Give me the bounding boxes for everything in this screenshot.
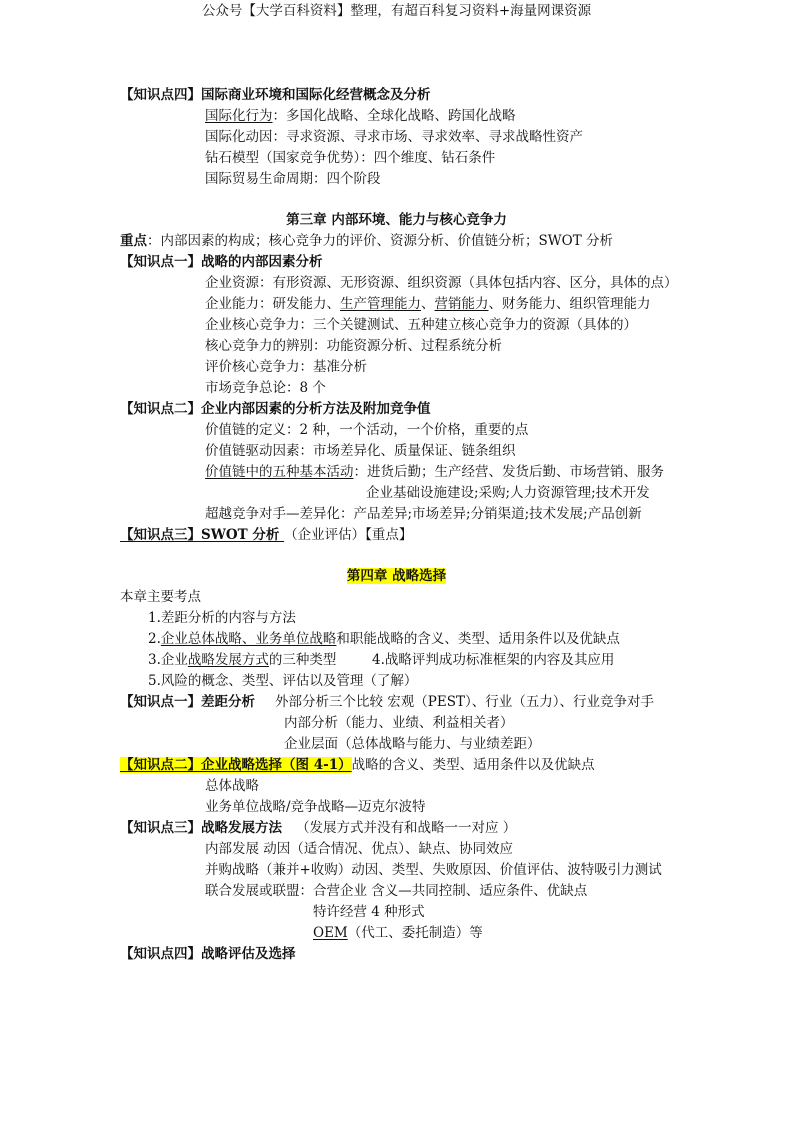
ch3-kp3-title: 【知识点三】SWOT 分析: [120, 527, 285, 543]
ch4-kp4-title: 【知识点四】战略评估及选择: [120, 946, 296, 962]
ch4-kp2-tail: 战略的含义、类型、适用条件以及优缺点: [351, 757, 595, 773]
chapter4-title: 第四章 战略选择: [346, 568, 447, 584]
ch4-point2: [148, 630, 620, 648]
five-activities-term: 价值链中的五种基本活动: [205, 464, 354, 480]
five-activities-text: ：进货后勤；生产经营、发货后勤、市场营销、服务: [353, 464, 664, 480]
point3-term: 战略发展方式: [187, 652, 269, 668]
ch3-kp1-line3: 企业核心竞争力：三个关键测试、五种建立核心竞争力的资源（具体的）: [205, 317, 637, 333]
intl-behavior-line: [205, 107, 516, 125]
ability-sep: 、: [421, 296, 435, 312]
intl-behavior-term: 国际化行为: [205, 108, 273, 124]
intl-motive-line: 国际化动因：寻求资源、寻求市场、寻求效率、寻求战略性资产: [205, 129, 583, 145]
ch4-kp1-line2: 内部分析（能力、业绩、利益相关者）: [284, 715, 514, 731]
chapter4-title-wrap: [0, 567, 793, 585]
ability-suffix: 、财务能力、组织管理能力: [488, 296, 651, 312]
trade-lifecycle-line: 国际贸易生命周期：四个阶段: [205, 171, 381, 187]
ch4-kp3-title: 【知识点三】战略发展方法: [120, 820, 282, 836]
point3-num: 3.企业: [148, 652, 188, 668]
oem-term: OEM: [313, 925, 348, 941]
ch3-kp3-line: [120, 526, 412, 544]
ch3-kp1-line1: 企业资源：有形资源、无形资源、组织资源（具体包括内容、区分，具体的点）: [205, 275, 678, 291]
ch4-kp2-item1: 总体战略: [205, 778, 259, 794]
ch4-kp3-line4: 特许经营 4 种形式: [313, 904, 425, 920]
ch4-kp3-line3: 联合发展或联盟：合营企业 含义—共同控制、适应条件、优缺点: [205, 883, 588, 899]
ch3-kp2-line3: [205, 463, 664, 481]
focus-label: 重点: [120, 233, 147, 249]
ch3-kp2-line2: 价值链驱动因素：市场差异化、质量保证、链条组织: [205, 443, 516, 459]
ability-prefix: 企业能力：研发能力、: [205, 296, 340, 312]
ch4-kp1-title: 【知识点一】差距分析: [120, 694, 255, 710]
oem-text: （代工、委托制造）等: [347, 925, 483, 941]
point2-term: 企业总体战略、业务单位战略: [160, 631, 337, 647]
ch4-point1: 1.差距分析的内容与方法: [148, 610, 296, 626]
ch4-point3: [148, 651, 336, 669]
point2-text: 和职能战略的含义、类型、适用条件以及优缺点: [336, 631, 620, 647]
focus-text: ：内部因素的构成；核心竞争力的评价、资源分析、价值链分析；SWOT 分析: [147, 233, 613, 249]
ch3-kp2-line4: 企业基础设施建设;采购;人力资源管理;技术开发: [366, 485, 650, 501]
ch4-kp2-item2: 业务单位战略/竞争战略—迈克尔波特: [205, 799, 426, 815]
point3-text: 的三种类型: [268, 652, 337, 668]
intl-behavior-text: ：多国化战略、全球化战略、跨国化战略: [272, 108, 516, 124]
ch3-kp1-title: 【知识点一】战略的内部因素分析: [120, 254, 323, 270]
ch3-kp2-line5: 超越竞争对手—差异化：产品差异;市场差异;分销渠道;技术发展;产品创新: [205, 506, 642, 522]
ch3-kp1-line6: 市场竞争总论：8 个: [205, 380, 326, 396]
ch4-intro: 本章主要考点: [120, 589, 201, 605]
ch4-kp3-line: [120, 819, 516, 837]
ch4-kp1-line1: 外部分析三个比较 宏观（PEST）、行业（五力）、行业竞争对手: [275, 694, 654, 710]
point2-num: 2.: [148, 631, 161, 647]
ch3-kp3-tail: （企业评估）【重点】: [284, 527, 413, 543]
chapter3-focus: [120, 232, 613, 250]
ch4-kp1-line3: 企业层面（总体战略与能力、与业绩差距）: [284, 736, 541, 752]
diamond-model-line: 钻石模型（国家竞争优势）：四个维度、钻石条件: [205, 150, 496, 166]
ch3-kp2-title: 【知识点二】企业内部因素的分析方法及附加竞争值: [120, 401, 431, 417]
ch3-kp1-line5: 评价核心竞争力：基准分析: [205, 359, 367, 375]
ch4-point5: 5.风险的概念、类型、评估以及管理（了解）: [148, 673, 418, 689]
ch4-kp3-line1: 内部发展 动因（适合情况、优点）、缺点、协同效应: [205, 841, 514, 857]
production-mgmt-term: 生产管理能力: [340, 296, 421, 312]
page-header: 公众号【大学百科资料】整理，有超百科复习资料+海量网课资源: [201, 3, 592, 19]
ch4-kp2-line: [120, 756, 595, 774]
ch4-kp3-line2: 并购战略（兼并+收购）动因、类型、失败原因、价值评估、波特吸引力测试: [205, 862, 662, 878]
chapter3-title: 第三章 内部环境、能力与核心竞争力: [286, 212, 507, 228]
ch4-kp2-title: 【知识点二】企业战略选择（图 4-1）: [120, 757, 352, 773]
ch3-kp1-line4: 核心竞争力的辨别：功能资源分析、过程系统分析: [205, 338, 502, 354]
marketing-term: 营销能力: [434, 296, 489, 312]
ch3-kp2-line1: 价值链的定义：2 种，一个活动，一个价格，重要的点: [205, 422, 529, 438]
ch4-point4: 4.战略评判成功标准框架的内容及其应用: [372, 652, 615, 668]
ch3-kp1-line2: [205, 295, 651, 313]
ch4-kp3-line5: [313, 924, 483, 942]
kp4-intl-title: 【知识点四】国际商业环境和国际化经营概念及分析: [120, 87, 431, 103]
ch4-kp3-tail: （发展方式并没有和战略一一对应 ）: [296, 820, 517, 836]
